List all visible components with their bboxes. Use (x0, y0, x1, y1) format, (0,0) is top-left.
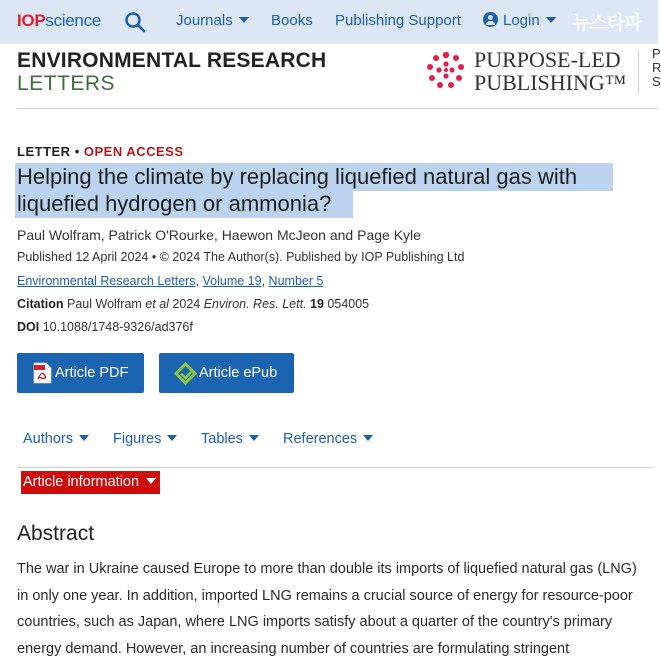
open-access-badge: OPEN ACCESS (84, 144, 184, 159)
chevron-down-icon (239, 17, 249, 23)
nav-publishing-support-label: Publishing Support (335, 12, 461, 29)
tab-references[interactable] (283, 431, 373, 447)
doi (17, 320, 193, 334)
tab-figures[interactable] (113, 431, 177, 447)
nav-login-label: Login (503, 12, 540, 29)
abstract-line: in only one year. In addition, imported LNG remains a crucial source of energy for resource-poor (17, 583, 657, 610)
publisher-name-line2: PUBLISHING™ (474, 70, 626, 96)
separator-dot: • (75, 144, 80, 159)
epub-icon (175, 363, 196, 384)
nav-journals-label: Journals (176, 12, 233, 29)
article-epub-button[interactable] (159, 353, 294, 393)
article-pdf-label: Article PDF (55, 365, 128, 381)
citation-year: 2024 (172, 297, 200, 311)
chevron-down-icon (79, 435, 89, 441)
article-information-label: Article information (23, 474, 139, 490)
citation-article-number: 054005 (327, 297, 369, 311)
abstract-line: The war in Ukraine caused Europe to more than double its imports of liquefied natural gas (LNG) (17, 556, 657, 583)
chevron-down-icon (146, 478, 156, 484)
tabs-divider (17, 467, 652, 468)
issue-number-link[interactable]: Number 5 (269, 274, 324, 288)
article-epub-label: Article ePub (199, 365, 277, 381)
publication-info: Published 12 April 2024 • © 2024 The Author(s). Published by IOP Publishing Ltd (17, 250, 464, 264)
article-title-line2: liquefied hydrogen or ammonia? (17, 190, 637, 217)
clipped-side-text: P R S (652, 47, 661, 89)
volume-link[interactable]: Volume 19 (203, 274, 262, 288)
nav-books[interactable] (271, 12, 313, 29)
search-icon[interactable] (124, 11, 146, 33)
citation (17, 297, 369, 311)
citation-etal: et al (145, 297, 169, 311)
doi-value: 10.1088/1748-9326/ad376f (43, 320, 193, 334)
article-pdf-button[interactable] (17, 353, 144, 393)
nav-journals[interactable] (176, 12, 249, 29)
pdf-icon (33, 362, 52, 384)
abstract-heading: Abstract (17, 522, 94, 546)
watermark: 뉴스타파 (572, 8, 641, 35)
nav-publishing-support[interactable] (335, 12, 461, 29)
journal-volume-breadcrumb: Environmental Research Letters, Volume 19, Number 5 (17, 274, 323, 288)
article-information-dropdown[interactable] (21, 471, 160, 494)
nav-login[interactable] (483, 12, 556, 29)
tab-references-label: References (283, 431, 357, 447)
citation-label: Citation (17, 297, 64, 311)
citation-authors: Paul Wolfram (67, 297, 142, 311)
publisher-name-line1: PURPOSE-LED (474, 47, 621, 73)
chevron-down-icon (167, 435, 177, 441)
logo-science: science (45, 11, 101, 30)
tab-authors[interactable] (23, 431, 89, 447)
tab-authors-label: Authors (23, 431, 73, 447)
iopscience-logo[interactable] (17, 11, 101, 31)
abstract-text (17, 556, 657, 662)
article-title-line1: Helping the climate by replacing liquefied natural gas with (17, 163, 637, 190)
header-divider-rule (17, 108, 658, 109)
tab-tables[interactable] (201, 431, 259, 447)
tab-tables-label: Tables (201, 431, 243, 447)
header-divider (638, 50, 639, 94)
chevron-down-icon (546, 17, 556, 23)
article-type-label (17, 144, 184, 159)
journal-title-letters[interactable]: LETTERS (17, 72, 115, 96)
chevron-down-icon (363, 435, 373, 441)
user-icon (483, 12, 498, 27)
nav-books-label: Books (271, 12, 313, 29)
journal-title[interactable]: ENVIRONMENTAL RESEARCH (17, 49, 326, 73)
journal-link[interactable]: Environmental Research Letters (17, 274, 196, 288)
article-type: LETTER (17, 144, 71, 159)
doi-label: DOI (17, 320, 39, 334)
logo-iop: IOP (17, 11, 45, 30)
purpose-led-publishing-logo-icon (426, 50, 466, 90)
abstract-line: energy demand. However, an increasing number of countries are formulating stringent (17, 636, 657, 662)
article-title (17, 163, 637, 217)
top-nav-bar (0, 0, 658, 44)
author-list: Paul Wolfram, Patrick O'Rourke, Haewon McJeon and Page Kyle (17, 227, 421, 243)
citation-journal: Environ. Res. Lett. (204, 297, 307, 311)
tab-figures-label: Figures (113, 431, 161, 447)
citation-volume: 19 (310, 297, 324, 311)
chevron-down-icon (249, 435, 259, 441)
abstract-line: countries, such as Japan, where LNG imports satisfy about a quarter of the country's primary (17, 609, 657, 636)
